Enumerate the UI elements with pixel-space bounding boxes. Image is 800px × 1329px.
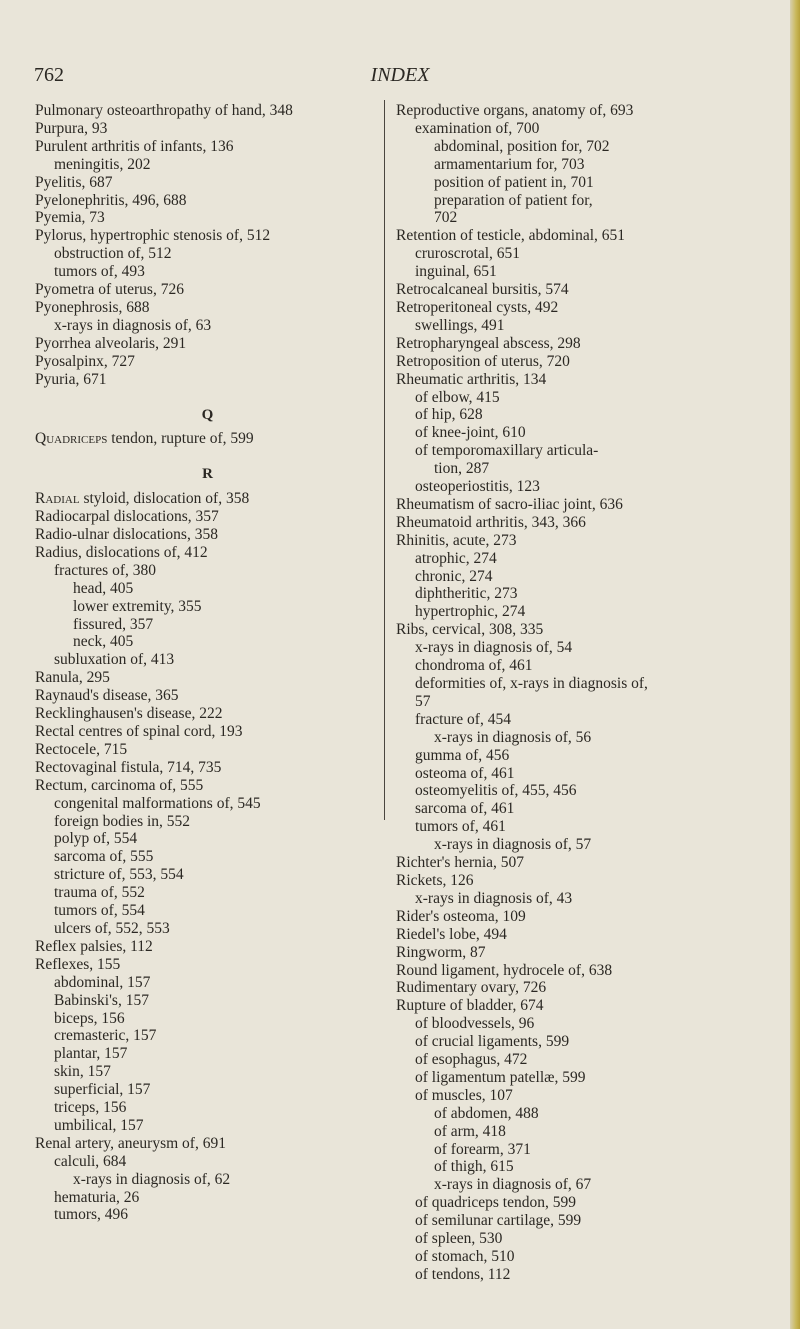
index-entry: Reflexes, 155: [35, 955, 121, 973]
index-subentry: armamentarium for, 703: [434, 155, 585, 173]
index-subentry: stricture of, 553, 554: [54, 866, 184, 884]
index-entry: Rectocele, 715: [35, 740, 128, 758]
page-edge: [790, 0, 800, 1329]
index-subentry: cruroscrotal, 651: [415, 245, 521, 263]
index-entry: Radio-ulnar dislocations, 358: [35, 526, 218, 544]
index-subentry: tumors of, 461: [415, 818, 506, 836]
index-subentry: diphtheritic, 273: [415, 585, 518, 603]
index-entry: Retroperitoneal cysts, 492: [396, 298, 559, 316]
index-subentry: of hip, 628: [415, 406, 483, 424]
index-entry: Pyometra of uterus, 726: [35, 281, 184, 299]
index-subentry: trauma of, 552: [54, 884, 145, 902]
index-entry: Richter's hernia, 507: [396, 854, 525, 872]
index-subentry: osteomyelitis of, 455, 456: [415, 782, 577, 800]
index-subentry: osteoma of, 461: [415, 764, 515, 782]
index-entry: Rudimentary ovary, 726: [396, 979, 547, 997]
index-entry: Rectal centres of spinal cord, 193: [35, 723, 243, 740]
index-entry: Reflex palsies, 112: [35, 937, 153, 955]
index-subentry: of semilunar cartilage, 599: [415, 1212, 582, 1230]
index-subentry: subluxation of, 413: [54, 651, 175, 669]
column-divider: [384, 100, 385, 820]
index-subentry: biceps, 156: [54, 1009, 125, 1027]
index-subentry: x-rays in diagnosis of, 57: [434, 836, 592, 854]
index-entry: Pyosalpinx, 727: [35, 352, 135, 370]
section-letter: R: [202, 466, 213, 483]
index-entry: Rhinitis, acute, 273: [396, 531, 517, 549]
page-number: 762: [34, 64, 64, 86]
index-entry: Ribs, cervical, 308, 335: [396, 621, 544, 639]
index-subentry: atrophic, 274: [415, 549, 497, 567]
index-subentry: polyp of, 554: [54, 830, 138, 848]
index-entry: Rider's osteoma, 109: [396, 907, 526, 925]
index-subentry: ulcers of, 552, 553: [54, 919, 170, 937]
index-entry: Raynaud's disease, 365: [35, 687, 179, 705]
index-entry: Renal artery, aneurysm of, 691: [35, 1134, 226, 1152]
index-entry: Recklinghausen's disease, 222: [35, 705, 223, 723]
index-subentry: hematuria, 26: [54, 1188, 140, 1206]
index-entry: Rectovaginal fistula, 714, 735: [35, 758, 222, 776]
index-subentry: of spleen, 530: [415, 1230, 503, 1248]
index-subentry: 57: [415, 692, 431, 710]
index-subentry: umbilical, 157: [54, 1116, 144, 1134]
index-subentry: cremasteric, 157: [54, 1027, 157, 1045]
index-subentry: preparation of patient for,: [434, 191, 593, 209]
index-entry: Retrocalcaneal bursitis, 574: [396, 281, 569, 299]
index-entry: Reproductive organs, anatomy of, 693: [396, 102, 634, 119]
index-subentry: of abdomen, 488: [434, 1104, 539, 1122]
index-subentry: head, 405: [73, 579, 134, 597]
section-letter: Q: [201, 406, 214, 423]
index-subentry: of temporomaxillary articula-: [415, 442, 599, 460]
index-entry: Round ligament, hydrocele of, 638: [396, 961, 613, 979]
index-entry: Radial styloid, dislocation of, 358: [35, 490, 250, 508]
index-entry: Pyelitis, 687: [35, 173, 113, 191]
index-entry: Riedel's lobe, 494: [396, 925, 507, 943]
index-subentry: foreign bodies in, 552: [54, 812, 191, 830]
index-subentry: x-rays in diagnosis of, 67: [434, 1176, 592, 1194]
index-subentry: tumors of, 554: [54, 902, 145, 920]
index-subentry: hypertrophic, 274: [415, 603, 526, 621]
index-subentry: x-rays in diagnosis of, 63: [54, 316, 212, 334]
index-entry: Rickets, 126: [396, 871, 474, 889]
index-subentry: abdominal, position for, 702: [434, 137, 610, 155]
index-subentry: lower extremity, 355: [73, 597, 202, 615]
index-subentry: skin, 157: [54, 1063, 111, 1081]
index-entry: Ranula, 295: [35, 669, 110, 687]
index-entry: Retroposition of uterus, 720: [396, 352, 570, 370]
index-entry: Purpura, 93: [35, 119, 108, 137]
index-subentry: examination of, 700: [415, 119, 540, 137]
index-subentry: of crucial ligaments, 599: [415, 1033, 570, 1051]
page-header: [0, 64, 800, 94]
index-subentry: of knee-joint, 610: [415, 424, 526, 442]
index-subentry: triceps, 156: [54, 1099, 127, 1117]
index-entry: Rheumatoid arthritis, 343, 366: [396, 513, 586, 531]
index-subentry: superficial, 157: [54, 1081, 151, 1099]
index-entry: Rheumatism of sacro-iliac joint, 636: [396, 495, 623, 513]
index-subentry: fracture of, 454: [415, 710, 511, 728]
index-subentry: inguinal, 651: [415, 263, 497, 281]
running-head: INDEX: [370, 64, 430, 86]
index-entry: Ringworm, 87: [396, 943, 486, 961]
index-entry: Rupture of bladder, 674: [396, 997, 544, 1015]
index-subentry: swellings, 491: [415, 316, 505, 334]
index-entry: Quadriceps tendon, rupture of, 599: [35, 430, 254, 448]
index-entry: Rheumatic arthritis, 134: [396, 370, 547, 388]
index-subentry: sarcoma of, 461: [415, 800, 515, 818]
index-entry: Radiocarpal dislocations, 357: [35, 508, 219, 526]
index-subentry: tion, 287: [434, 460, 490, 478]
index-column-left: [35, 102, 380, 1224]
index-subentry: of thigh, 615: [434, 1158, 514, 1176]
index-subentry: of arm, 418: [434, 1122, 506, 1140]
index-subentry: position of patient in, 701: [434, 173, 594, 191]
index-column-right: [396, 102, 776, 1284]
index-subentry: tumors of, 493: [54, 263, 145, 281]
index-subentry: of forearm, 371: [434, 1140, 531, 1158]
index-subentry: fissured, 357: [73, 615, 154, 633]
index-subentry: sarcoma of, 555: [54, 848, 154, 866]
index-subentry: x-rays in diagnosis of, 62: [73, 1170, 231, 1188]
index-subentry: abdominal, 157: [54, 973, 151, 991]
index-subentry: tumors, 496: [54, 1206, 129, 1224]
index-subentry: gumma of, 456: [415, 746, 510, 764]
index-subentry: chondroma of, 461: [415, 657, 533, 675]
index-subentry: of muscles, 107: [415, 1086, 513, 1104]
index-entry: Rectum, carcinoma of, 555: [35, 776, 204, 794]
index-subentry: of stomach, 510: [415, 1248, 515, 1265]
index-subentry: 702: [434, 209, 458, 227]
index-subentry: meningitis, 202: [54, 155, 151, 173]
index-subentry: congenital malformations of, 545: [54, 794, 261, 812]
index-subentry: of ligamentum patellæ, 599: [415, 1068, 586, 1086]
index-subentry: calculi, 684: [54, 1152, 127, 1170]
index-subentry: Babinski's, 157: [54, 991, 149, 1009]
index-entry: Pyuria, 671: [35, 370, 107, 388]
index-subentry: plantar, 157: [54, 1045, 128, 1063]
index-subentry: of esophagus, 472: [415, 1051, 528, 1069]
index-subentry: of bloodvessels, 96: [415, 1015, 535, 1033]
index-subentry: of tendons, 112: [415, 1265, 511, 1283]
index-subentry: of elbow, 415: [415, 388, 500, 406]
index-entry: Pyemia, 73: [35, 209, 105, 227]
index-entry: Radius, dislocations of, 412: [35, 543, 208, 561]
index-entry: Purulent arthritis of infants, 136: [35, 137, 234, 155]
index-subentry: x-rays in diagnosis of, 43: [415, 889, 573, 907]
index-subentry: obstruction of, 512: [54, 245, 172, 263]
index-subentry: chronic, 274: [415, 567, 493, 585]
index-entry: Pyelonephritis, 496, 688: [35, 191, 187, 209]
index-entry: Pulmonary osteoarthropathy of hand, 348: [35, 102, 293, 119]
index-entry: Retropharyngeal abscess, 298: [396, 334, 581, 352]
index-subentry: fractures of, 380: [54, 561, 156, 579]
index-entry: Retention of testicle, abdominal, 651: [396, 227, 626, 245]
index-subentry: deformities of, x-rays in diagnosis of,: [415, 675, 648, 692]
index-entry: Pylorus, hypertrophic stenosis of, 512: [35, 227, 271, 245]
index-subentry: neck, 405: [73, 633, 134, 651]
index-entry: Pyorrhea alveolaris, 291: [35, 334, 187, 352]
index-subentry: x-rays in diagnosis of, 54: [415, 639, 573, 657]
index-entry: Pyonephrosis, 688: [35, 298, 150, 316]
index-subentry: osteoperiostitis, 123: [415, 478, 540, 496]
index-subentry: of quadriceps tendon, 599: [415, 1194, 576, 1212]
index-subentry: x-rays in diagnosis of, 56: [434, 728, 592, 746]
